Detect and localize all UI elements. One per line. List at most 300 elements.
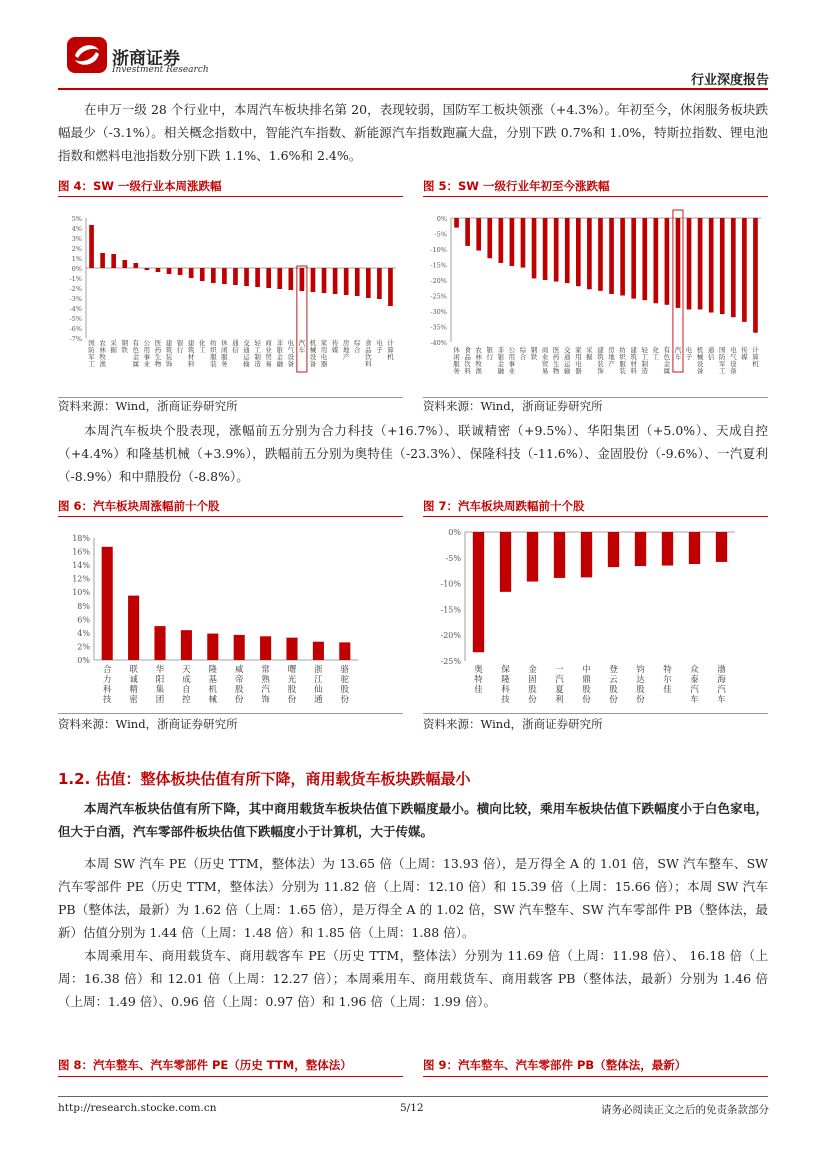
x-category-label: 交 [243, 339, 250, 347]
x-category-label: 工 [199, 346, 206, 354]
x-category-label: 造 [254, 360, 261, 368]
bar-渤海汽车 [716, 532, 727, 562]
x-category-label: 材 [187, 353, 195, 361]
x-category-label: 达 [636, 675, 645, 685]
x-category-label: 隆 [208, 665, 218, 675]
x-category-label: 特 [474, 675, 483, 685]
bar-纺织服装 [211, 268, 216, 283]
x-category-label: 造 [641, 367, 648, 375]
x-category-label: 云 [609, 675, 618, 685]
x-category-label: 备 [730, 367, 737, 375]
x-category-label: 制 [641, 360, 648, 368]
bar-众泰汽车 [689, 532, 700, 564]
fig6-title-rule [58, 516, 403, 517]
x-category-label: 精 [129, 685, 138, 695]
x-category-label: 业 [541, 353, 549, 361]
x-category-label: 工 [652, 353, 660, 361]
fig4-source: 资料来源：Wind，浙商证券研究所 [58, 399, 238, 413]
section-heading: 1.2. 估值：整体板块估值有所下降，商用载货车板块跌幅最小 [58, 770, 471, 788]
bar-隆基机械 [207, 634, 218, 660]
y-tick-label: -5% [445, 553, 461, 563]
bar-交通运输 [244, 268, 249, 286]
x-category-label: 运 [243, 353, 250, 361]
x-category-label: 非 [276, 339, 283, 347]
x-category-label: 农 [99, 339, 106, 347]
bar-计算机 [388, 268, 393, 306]
x-category-label: 家 [575, 346, 582, 354]
fig6-bottom-rule [58, 713, 403, 714]
fig5-chart [423, 200, 768, 395]
bar-休闲服务 [222, 268, 227, 284]
x-category-label: 机 [696, 346, 704, 354]
x-category-label: 铁 [530, 353, 538, 361]
x-category-label: 贸 [265, 353, 272, 361]
x-category-label: 车 [674, 353, 682, 361]
x-category-label: 阳 [155, 675, 165, 685]
x-category-label: 海 [717, 675, 726, 685]
x-category-label: 饰 [597, 367, 604, 375]
x-category-label: 鼎 [582, 675, 591, 685]
x-category-label: 份 [287, 695, 297, 705]
x-category-label: 务 [453, 367, 460, 375]
x-category-label: 骆 [340, 665, 350, 675]
x-category-label: 闲 [221, 346, 228, 354]
x-category-label: 材 [630, 360, 637, 368]
bar-通信 [709, 218, 714, 313]
x-category-label: 建 [630, 346, 637, 354]
x-category-label: 一 [555, 665, 564, 675]
x-category-label: 化 [652, 346, 660, 354]
x-category-label: 汽 [674, 346, 682, 354]
x-category-label: 金 [497, 360, 505, 368]
x-category-label: 机 [752, 360, 759, 368]
x-category-label: 药 [552, 353, 560, 361]
x-category-label: 有 [132, 339, 140, 347]
x-category-label: 团 [155, 695, 165, 705]
x-category-label: 通 [707, 346, 715, 354]
x-category-label: 车 [298, 346, 306, 354]
x-category-label: 防 [719, 353, 726, 361]
y-tick-label: 8% [77, 601, 90, 611]
x-category-label: 子 [685, 353, 693, 361]
bar-联诚精密 [128, 596, 139, 660]
x-category-label: 钢 [121, 339, 128, 347]
x-category-label: 属 [663, 367, 671, 375]
x-category-label: 事 [508, 360, 516, 368]
x-category-label: 纺 [210, 339, 217, 347]
y-tick-label: -20% [430, 277, 447, 285]
bar-商业贸易 [266, 268, 271, 288]
x-category-label: 合 [354, 346, 361, 354]
x-category-label: 金 [528, 665, 537, 675]
x-category-label: 建 [165, 339, 173, 347]
x-category-label: 行 [176, 346, 184, 354]
x-category-label: 电 [730, 346, 737, 354]
x-category-label: 通 [314, 695, 323, 705]
x-category-label: 科 [501, 685, 510, 695]
x-category-label: 装 [619, 367, 626, 375]
x-category-label: 基 [208, 675, 218, 685]
x-category-label: 自 [182, 685, 191, 695]
x-category-label: 车 [717, 695, 726, 705]
fig6-source: 资料来源：Wind，浙商证券研究所 [58, 717, 238, 731]
x-category-label: 械 [208, 695, 218, 705]
x-category-label: 浙 [314, 665, 323, 675]
bar-休闲服务 [454, 218, 459, 228]
fig7-chart [423, 520, 768, 712]
x-category-label: 泰 [690, 675, 699, 685]
x-category-label: 交 [564, 346, 571, 354]
y-tick-label: 12% [72, 574, 90, 584]
y-tick-label: 6% [77, 615, 90, 625]
x-category-label: 力 [102, 675, 112, 685]
x-category-label: 登 [609, 665, 618, 675]
x-category-label: 控 [182, 695, 191, 705]
x-category-label: 轻 [641, 346, 648, 354]
bar-食品饮料 [465, 218, 470, 246]
x-category-label: 佳 [474, 685, 483, 695]
x-category-label: 熟 [261, 675, 270, 685]
y-tick-label: 0% [77, 656, 90, 665]
x-category-label: 股 [609, 685, 618, 695]
y-tick-label: 4% [71, 225, 82, 233]
y-tick-label: 3% [71, 235, 82, 243]
bar-公用事业 [145, 268, 150, 270]
x-category-label: 光 [287, 675, 297, 685]
bar-化工 [200, 268, 205, 281]
y-tick-label: -30% [430, 308, 447, 316]
company-name-en: Investment Research [112, 65, 209, 75]
x-category-label: 融 [276, 360, 283, 368]
bar-钢铁 [122, 260, 127, 268]
x-category-label: 算 [387, 346, 394, 354]
x-category-label: 科 [102, 685, 112, 695]
x-category-label: 合 [102, 665, 112, 675]
y-tick-label: -15% [440, 605, 461, 615]
x-category-label: 服 [453, 360, 460, 368]
x-category-label: 夏 [555, 685, 564, 695]
x-category-label: 饮 [365, 353, 372, 361]
x-category-label: 钧 [636, 665, 645, 675]
header-rule [58, 88, 768, 90]
x-category-label: 输 [243, 360, 250, 368]
bar-常熟汽饰 [260, 636, 271, 660]
x-category-label: 林 [475, 353, 482, 361]
x-category-label: 军 [88, 353, 95, 361]
x-category-label: 汽 [717, 685, 726, 695]
x-category-label: 汽 [690, 685, 699, 695]
x-category-label: 份 [234, 695, 244, 705]
x-category-label: 渔 [99, 360, 106, 368]
x-category-label: 金 [132, 353, 140, 361]
bar-威帝股份 [234, 635, 245, 660]
x-category-label: 信 [707, 353, 715, 361]
fig5-title: 图 5：SW 一级行业年初至今涨跌幅 [423, 179, 610, 193]
bar-机械设备 [698, 218, 703, 309]
x-category-label: 银 [497, 353, 505, 361]
x-category-label: 传 [331, 339, 339, 347]
footer-url[interactable]: http://research.stocke.com.cn [58, 1102, 217, 1114]
x-category-label: 算 [752, 353, 759, 361]
x-category-label: 技 [102, 695, 112, 705]
footer-page-number: 5/12 [400, 1102, 424, 1114]
x-category-label: 金 [276, 353, 283, 361]
x-category-label: 电 [575, 360, 582, 368]
x-category-label: 有 [663, 346, 671, 354]
y-tick-label: 1% [71, 255, 82, 263]
bar-电子 [687, 218, 692, 309]
x-category-label: 色 [663, 353, 671, 361]
bar-医药生物 [554, 218, 559, 282]
y-tick-label: 10% [72, 588, 90, 598]
bar-电气设备 [731, 218, 736, 317]
x-category-label: 设 [696, 360, 704, 368]
bar-天成自控 [181, 630, 192, 660]
bar-房地产 [609, 218, 614, 294]
bar-交通运输 [565, 218, 570, 283]
bar-有色金属 [133, 263, 138, 268]
bar-采掘 [111, 254, 116, 268]
bar-曙光股份 [286, 638, 297, 660]
x-category-label: 份 [340, 695, 350, 705]
x-category-label: 商 [541, 346, 549, 354]
x-category-label: 汽 [261, 685, 270, 695]
x-category-label: 融 [497, 367, 505, 375]
bar-商业贸易 [543, 218, 548, 280]
report-type: 行业深度报告 [690, 73, 769, 88]
x-category-label: 品 [464, 353, 471, 361]
x-category-label: 非 [497, 346, 505, 354]
x-category-label: 曙 [287, 665, 297, 675]
bar-轻工制造 [642, 218, 647, 300]
y-tick-label: -25% [440, 657, 461, 666]
x-category-label: 技 [501, 695, 510, 705]
bar-轻工制造 [255, 268, 260, 287]
x-category-label: 工 [719, 367, 726, 375]
x-category-label: 合 [519, 353, 527, 361]
x-category-label: 贸 [541, 360, 549, 368]
x-category-label: 房 [608, 346, 615, 354]
x-category-label: 运 [564, 360, 571, 368]
x-category-label: 业 [265, 346, 272, 354]
x-category-label: 股 [636, 685, 645, 695]
x-category-label: 服 [221, 353, 228, 361]
x-category-label: 农 [475, 346, 482, 354]
y-tick-label: -4% [69, 305, 82, 313]
x-category-label: 行 [486, 353, 493, 361]
fig7-title: 图 7：汽车板块周跌幅前十个股 [423, 499, 585, 513]
bar-特尔佳 [662, 532, 673, 566]
x-category-label: 公 [508, 346, 516, 354]
x-category-label: 饮 [464, 360, 471, 368]
bar-一汽夏利 [554, 532, 565, 578]
y-tick-label: -35% [430, 323, 447, 332]
x-category-label: 常 [261, 665, 270, 675]
bar-登云股份 [608, 532, 619, 567]
x-category-label: 铁 [121, 346, 128, 354]
bar-国防军工 [720, 218, 725, 314]
x-category-label: 银 [276, 346, 283, 354]
x-category-label: 股 [528, 685, 537, 695]
x-category-label: 织 [210, 346, 217, 354]
bar-保隆科技 [500, 532, 511, 592]
x-category-label: 用 [575, 353, 582, 361]
x-category-label: 建 [187, 339, 195, 347]
x-category-label: 电 [287, 339, 295, 347]
x-category-label: 林 [99, 346, 106, 354]
bar-浙江仙通 [313, 642, 324, 660]
x-category-label: 用 [508, 353, 516, 361]
x-category-label: 料 [464, 367, 471, 375]
y-tick-label: 5% [71, 215, 82, 223]
y-tick-label: 16% [72, 547, 90, 557]
x-category-label: 银 [176, 339, 184, 347]
fig7-source: 资料来源：Wind，浙商证券研究所 [423, 717, 603, 731]
x-category-label: 械 [696, 353, 704, 361]
x-category-label: 汽 [555, 675, 564, 685]
stocks-paragraph: 本周汽车板块个股表现，涨幅前五分别为合力科技（+16.7%）、联诚精密（+9.5%）、华阳集团（+5.0%）、天成自控（+4.4%）和隆基机械（+3.9%），跌幅前五分别为奥特佳（-23.3%）、保隆科技（-11.6%）、金固股份（-9.6%）、一汽夏利（-8.9%）和中鼎股份（-8.8%）。 [58, 423, 768, 484]
bar-钧达股份 [635, 532, 646, 566]
x-category-label: 股 [340, 685, 350, 695]
x-category-label: 掘 [110, 346, 117, 354]
x-category-label: 华 [155, 665, 165, 675]
x-category-label: 产 [342, 353, 350, 361]
bar-电气设备 [288, 268, 293, 290]
x-category-label: 份 [528, 695, 537, 705]
x-category-label: 地 [608, 353, 615, 361]
x-category-label: 事 [143, 353, 151, 361]
x-category-label: 媒 [741, 353, 748, 361]
bar-计算机 [753, 218, 758, 333]
x-category-label: 器 [320, 360, 328, 368]
bar-中鼎股份 [581, 532, 592, 577]
intro-paragraph: 在申万一级 28 个行业中，本周汽车板块排名第 20，表现较弱，国防军工板块领涨（+4.3%）。年初至今，休闲服务板块跌幅最少（-3.1%）。相关概念指数中，智能汽车指数、新能源汽车指数跑赢大盘，分别下跌 0.7%和 1.0%，特斯拉指数、锂电池指数和燃料电池指数分别下跌 1.1%、1.6%和 2.4%。 [58, 102, 768, 163]
x-category-label: 采 [110, 339, 117, 347]
x-category-label: 密 [129, 695, 138, 705]
x-category-label: 传 [741, 346, 748, 354]
bar-汽车 [676, 218, 681, 308]
fig8-title: 图 8：汽车整车、汽车零部件 PE（历史 TTM，整体法） [58, 1058, 352, 1072]
x-category-label: 隆 [501, 675, 510, 685]
x-category-label: 联 [129, 665, 138, 675]
x-category-label: 电 [376, 339, 383, 347]
bar-家用电器 [576, 218, 581, 286]
x-category-label: 医 [552, 346, 560, 354]
bar-医药生物 [156, 268, 161, 272]
fig4-title: 图 4：SW 一级行业本周涨跌幅 [58, 179, 222, 193]
x-category-label: 业 [508, 367, 516, 375]
bar-建筑装饰 [598, 218, 603, 291]
x-category-label: 尔 [663, 675, 672, 685]
x-category-label: 料 [365, 360, 372, 368]
x-category-label: 车 [690, 695, 699, 705]
fig6-title: 图 6：汽车板块周涨幅前十个股 [58, 499, 220, 513]
bar-建筑装饰 [167, 268, 172, 274]
x-category-label: 休 [221, 339, 228, 347]
x-category-label: 易 [541, 367, 549, 375]
bar-钢铁 [532, 218, 537, 278]
bar-食品饮料 [366, 268, 371, 298]
x-category-label: 佳 [663, 685, 672, 695]
x-category-label: 通 [564, 353, 571, 361]
fig7-bottom-rule [423, 713, 768, 714]
x-category-label: 筑 [165, 346, 173, 354]
fig6-chart [58, 520, 403, 712]
x-category-label: 固 [528, 675, 537, 685]
bar-综合 [355, 268, 360, 296]
x-category-label: 中 [582, 665, 591, 675]
bar-非银金融 [277, 268, 282, 289]
y-tick-label: -10% [430, 246, 447, 254]
bar-国防军工 [89, 225, 94, 268]
x-category-label: 备 [696, 367, 704, 375]
bar-奥特佳 [473, 532, 484, 652]
x-category-label: 工 [641, 353, 648, 361]
x-category-label: 国 [88, 339, 95, 347]
fig4-chart [58, 200, 403, 395]
x-category-label: 集 [155, 685, 165, 695]
x-category-label: 股 [287, 685, 297, 695]
x-category-label: 设 [730, 360, 737, 368]
x-category-label: 饰 [261, 695, 270, 705]
bar-金固股份 [527, 532, 538, 582]
y-tick-label: 2% [77, 642, 90, 652]
y-tick-label: -1% [69, 275, 82, 283]
x-category-label: 地 [342, 346, 350, 354]
x-category-label: 渔 [475, 367, 482, 375]
x-category-label: 用 [143, 346, 151, 354]
fig5-source: 资料来源：Wind，浙商证券研究所 [423, 399, 603, 413]
x-category-label: 物 [154, 360, 162, 368]
bar-汽车 [300, 268, 305, 291]
bar-银行 [178, 268, 183, 275]
bar-通信 [233, 268, 238, 285]
y-tick-label: -2% [69, 285, 82, 293]
x-category-label: 装 [597, 360, 604, 368]
bar-公用事业 [510, 218, 515, 266]
x-category-label: 装 [165, 353, 173, 361]
x-category-label: 利 [555, 695, 564, 705]
x-category-label: 料 [187, 360, 195, 368]
x-category-label: 易 [265, 360, 272, 368]
x-category-label: 属 [132, 360, 140, 368]
company-name: 浙商证券 [112, 49, 180, 69]
x-category-label: 料 [630, 367, 637, 375]
x-category-label: 帝 [234, 675, 244, 685]
y-tick-label: -3% [69, 295, 82, 303]
pe-paragraph: 本周 SW 汽车 PE（历史 TTM，整体法）为 13.65 倍（上周：13.93 倍），是万得全 A 的 1.01 倍，SW 汽车整车、SW 汽车零部件 PE（历史 TTM，整体法）分别为 11.82 倍（上周：12.10 倍）和 15.39 倍（上周：15.66 倍）；本周 SW 汽车 PB（整体法，最新）为 1.62 倍（上周：1.65 倍），是万得全 A 的 1.02 倍，SW 汽车整车、SW 汽车零部件 PB（整体法，最新）估值分别为 1.44 倍（上周：1.48 倍）和 1.85 倍（上周：1.88 倍）。 [58, 856, 768, 940]
bar-农林牧渔 [476, 218, 481, 251]
x-category-label: 国 [719, 346, 726, 354]
y-tick-label: -20% [440, 631, 461, 641]
x-category-label: 色 [132, 346, 140, 354]
x-category-label: 饰 [165, 360, 173, 368]
x-category-label: 化 [199, 339, 206, 347]
x-category-label: 生 [552, 360, 560, 368]
x-category-label: 器 [575, 367, 582, 375]
x-category-label: 服 [619, 360, 626, 368]
bar-建筑材料 [189, 268, 194, 278]
x-category-label: 气 [287, 346, 295, 354]
x-category-label: 综 [354, 339, 361, 347]
x-category-label: 筑 [597, 353, 604, 361]
x-category-label: 产 [608, 360, 615, 368]
y-tick-label: 0% [448, 528, 461, 537]
x-category-label: 股 [582, 685, 591, 695]
x-category-label: 计 [387, 339, 394, 347]
y-tick-label: -15% [430, 261, 447, 270]
x-category-label: 工 [88, 360, 95, 368]
